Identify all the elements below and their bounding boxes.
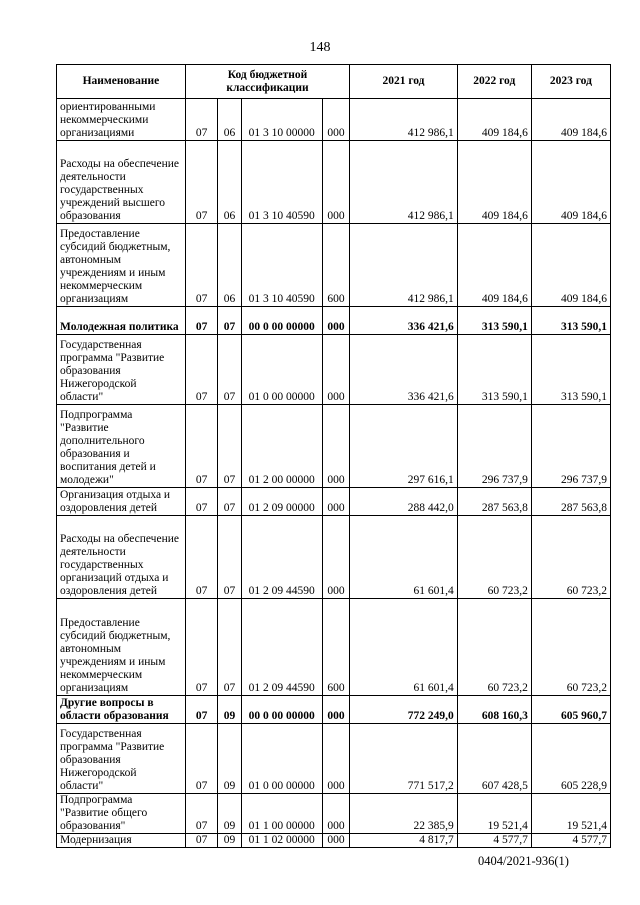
table-row [57, 224, 611, 307]
row-value-2023: 605 228,9 [531, 724, 610, 794]
document-code: 0404/2021-936(1) [478, 854, 569, 868]
row-value-2023: 409 184,6 [531, 141, 610, 224]
row-value-2022: 313 590,1 [457, 335, 531, 405]
row-expense-kind: 000 [322, 405, 349, 488]
table-row [57, 696, 611, 724]
row-expense-kind: 000 [322, 307, 349, 335]
row-subsection: 07 [218, 516, 241, 599]
row-value-2022: 4 577,7 [457, 834, 531, 848]
row-expense-kind: 000 [322, 724, 349, 794]
row-expense-kind: 000 [322, 794, 349, 834]
row-value-2023: 313 590,1 [531, 335, 610, 405]
table-row [57, 307, 611, 335]
row-expense-kind: 000 [322, 834, 349, 848]
row-section: 07 [185, 516, 217, 599]
row-name: Модернизация [57, 834, 186, 848]
row-subsection: 06 [218, 224, 241, 307]
row-section: 07 [185, 99, 217, 141]
table-row [57, 599, 611, 696]
row-section: 07 [185, 405, 217, 488]
row-value-2022: 296 737,9 [457, 405, 531, 488]
row-name: Предоставление субсидий бюджетным, автономным учреждениям и иным некоммерческим организациям [57, 599, 186, 696]
row-target-code: 00 0 00 00000 [241, 696, 322, 724]
row-name: Молодежная политика [57, 307, 186, 335]
header-name: Наименование [57, 65, 186, 99]
row-subsection: 09 [218, 696, 241, 724]
row-value-2021: 336 421,6 [350, 307, 458, 335]
row-name: Государственная программа "Развитие образования Нижегородской области" [57, 724, 186, 794]
row-value-2023: 19 521,4 [531, 794, 610, 834]
row-target-code: 01 2 00 00000 [241, 405, 322, 488]
row-name: Организация отдыха и оздоровления детей [57, 488, 186, 516]
row-expense-kind: 000 [322, 488, 349, 516]
row-value-2022: 409 184,6 [457, 99, 531, 141]
row-value-2022: 60 723,2 [457, 599, 531, 696]
row-value-2022: 409 184,6 [457, 141, 531, 224]
table-row [57, 834, 611, 848]
row-value-2021: 22 385,9 [350, 794, 458, 834]
row-value-2021: 288 442,0 [350, 488, 458, 516]
row-subsection: 09 [218, 834, 241, 848]
row-section: 07 [185, 794, 217, 834]
row-value-2021: 412 986,1 [350, 224, 458, 307]
row-value-2021: 4 817,7 [350, 834, 458, 848]
row-name: ориентированными некоммерческими организациями [57, 99, 186, 141]
row-expense-kind: 000 [322, 696, 349, 724]
row-value-2021: 61 601,4 [350, 516, 458, 599]
row-value-2023: 287 563,8 [531, 488, 610, 516]
table-row [57, 141, 611, 224]
row-section: 07 [185, 724, 217, 794]
row-value-2023: 313 590,1 [531, 307, 610, 335]
row-section: 07 [185, 488, 217, 516]
row-subsection: 06 [218, 99, 241, 141]
row-value-2021: 412 986,1 [350, 99, 458, 141]
row-target-code: 01 3 10 40590 [241, 224, 322, 307]
row-value-2022: 608 160,3 [457, 696, 531, 724]
table-body [57, 99, 611, 848]
table-row [57, 99, 611, 141]
row-subsection: 09 [218, 794, 241, 834]
row-target-code: 01 2 09 44590 [241, 599, 322, 696]
row-value-2021: 772 249,0 [350, 696, 458, 724]
row-target-code: 01 0 00 00000 [241, 724, 322, 794]
row-value-2023: 4 577,7 [531, 834, 610, 848]
table-row [57, 724, 611, 794]
row-section: 07 [185, 307, 217, 335]
row-name: Другие вопросы в области образования [57, 696, 186, 724]
row-subsection: 07 [218, 335, 241, 405]
row-value-2023: 605 960,7 [531, 696, 610, 724]
row-target-code: 01 3 10 00000 [241, 99, 322, 141]
row-target-code: 01 3 10 40590 [241, 141, 322, 224]
row-subsection: 07 [218, 599, 241, 696]
header-2021: 2021 год [350, 65, 458, 99]
row-expense-kind: 000 [322, 99, 349, 141]
row-section: 07 [185, 834, 217, 848]
row-expense-kind: 000 [322, 335, 349, 405]
row-target-code: 01 0 00 00000 [241, 335, 322, 405]
table-row [57, 335, 611, 405]
row-value-2023: 409 184,6 [531, 224, 610, 307]
row-value-2022: 607 428,5 [457, 724, 531, 794]
row-subsection: 07 [218, 307, 241, 335]
row-subsection: 06 [218, 141, 241, 224]
page-number: 148 [309, 40, 331, 55]
row-section: 07 [185, 335, 217, 405]
header-code: Код бюджетной классификации [185, 65, 349, 99]
row-expense-kind: 000 [322, 516, 349, 599]
row-value-2022: 287 563,8 [457, 488, 531, 516]
row-name: Подпрограмма "Развитие общего образования" [57, 794, 186, 834]
row-value-2022: 19 521,4 [457, 794, 531, 834]
row-section: 07 [185, 599, 217, 696]
row-expense-kind: 000 [322, 141, 349, 224]
row-name: Расходы на обеспечение деятельности государственных организаций отдыха и оздоровления детей [57, 516, 186, 599]
row-value-2021: 61 601,4 [350, 599, 458, 696]
row-subsection: 07 [218, 405, 241, 488]
table-row [57, 794, 611, 834]
row-value-2021: 336 421,6 [350, 335, 458, 405]
row-section: 07 [185, 141, 217, 224]
row-target-code: 01 2 09 00000 [241, 488, 322, 516]
row-expense-kind: 600 [322, 224, 349, 307]
header-2023: 2023 год [531, 65, 610, 99]
budget-table [56, 64, 611, 848]
row-name: Расходы на обеспечение деятельности государственных учреждений высшего образования [57, 141, 186, 224]
row-value-2023: 409 184,6 [531, 99, 610, 141]
row-value-2023: 296 737,9 [531, 405, 610, 488]
row-value-2022: 313 590,1 [457, 307, 531, 335]
row-value-2021: 771 517,2 [350, 724, 458, 794]
row-name: Государственная программа "Развитие образования Нижегородской области" [57, 335, 186, 405]
row-target-code: 01 1 02 00000 [241, 834, 322, 848]
row-expense-kind: 600 [322, 599, 349, 696]
row-value-2022: 409 184,6 [457, 224, 531, 307]
row-value-2021: 412 986,1 [350, 141, 458, 224]
row-value-2023: 60 723,2 [531, 516, 610, 599]
table-header-row [57, 65, 611, 99]
table-row [57, 488, 611, 516]
row-target-code: 01 1 00 00000 [241, 794, 322, 834]
row-value-2023: 60 723,2 [531, 599, 610, 696]
row-value-2022: 60 723,2 [457, 516, 531, 599]
row-subsection: 09 [218, 724, 241, 794]
table-row [57, 405, 611, 488]
row-name: Подпрограмма "Развитие дополнительного образования и воспитания детей и молодежи" [57, 405, 186, 488]
row-name: Предоставление субсидий бюджетным, автономным учреждениям и иным некоммерческим организациям [57, 224, 186, 307]
header-2022: 2022 год [457, 65, 531, 99]
row-subsection: 07 [218, 488, 241, 516]
table-row [57, 516, 611, 599]
row-value-2021: 297 616,1 [350, 405, 458, 488]
row-target-code: 00 0 00 00000 [241, 307, 322, 335]
row-section: 07 [185, 224, 217, 307]
row-target-code: 01 2 09 44590 [241, 516, 322, 599]
row-section: 07 [185, 696, 217, 724]
